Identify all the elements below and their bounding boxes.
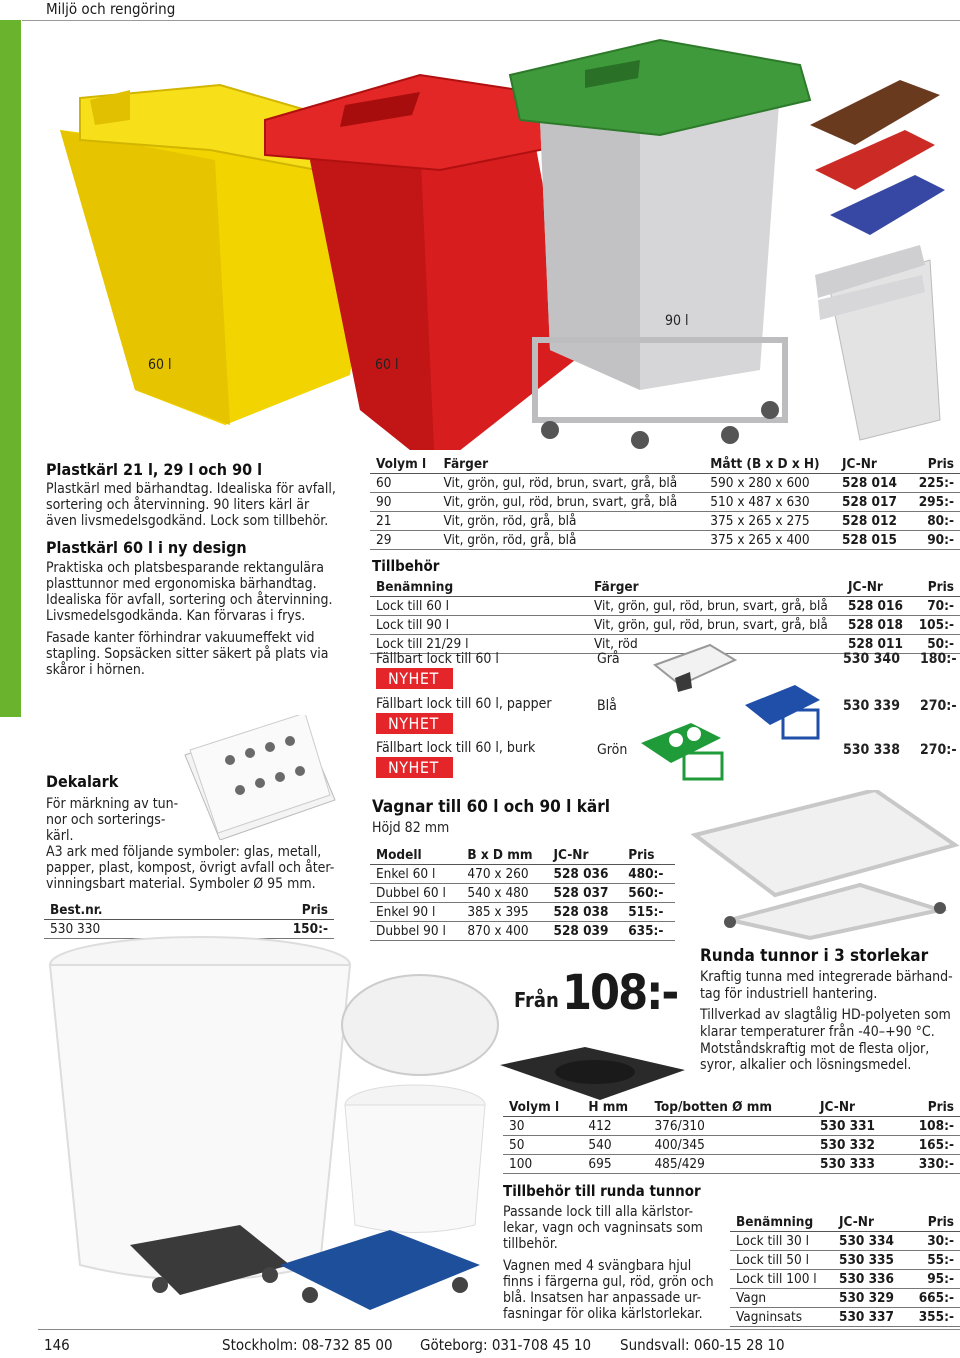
col-matt: Mått (B x D x H) [704, 455, 836, 474]
dekalark-l6: vinningsbart material. Symboler Ø 95 mm. [46, 876, 316, 892]
bins-photo [40, 30, 960, 450]
cell: 635:- [622, 922, 675, 941]
cell: 485/429 [648, 1155, 814, 1174]
cell: 400/345 [648, 1136, 814, 1155]
tillbehor-runda-header [730, 1213, 960, 1232]
col-pris: Pris [907, 1213, 960, 1232]
plastkarl-p2-l4: Livsmedelsgodkända. Kan förvaras i frys. [46, 608, 306, 624]
cart-image [690, 790, 960, 940]
tillbehor-runda-table [730, 1213, 960, 1327]
fold-lid-grey-name: Fällbart lock till 60 l [376, 651, 499, 667]
cell: 95:- [907, 1270, 960, 1289]
cell: 225:- [909, 474, 960, 493]
dekalark-image [180, 715, 340, 840]
price-from: Från [514, 988, 559, 1012]
footer-sundsvall: Sundsvall: 060-15 28 10 [620, 1336, 785, 1354]
fold-lid-grey-price: 180:- [920, 651, 957, 667]
page-number: 146 [44, 1336, 70, 1354]
table-row [730, 1232, 960, 1251]
col-jcnr: JC-Nr [833, 1213, 907, 1232]
cell: 530 334 [833, 1232, 907, 1251]
cell: 528 017 [836, 493, 909, 512]
tillbehor-title: Tillbehör [372, 557, 440, 575]
cell: 90 [370, 493, 437, 512]
cell: 695 [582, 1155, 648, 1174]
grey-bin-label: 90 l [665, 313, 689, 329]
red-bin-label: 60 l [375, 357, 399, 373]
cell: 530 331 [814, 1117, 900, 1136]
cell: 100 [503, 1155, 582, 1174]
cell: 528 038 [548, 903, 623, 922]
tillbehor-runda-l7: fasningar för olika kärlstorlekar. [503, 1306, 703, 1322]
col-bxd: B x D mm [461, 846, 547, 865]
runda-l2: tag för industriell hantering. [700, 986, 878, 1002]
footer-rule [38, 1329, 960, 1330]
col-h: H mm [582, 1098, 648, 1117]
table-row [370, 512, 960, 531]
cell: 80:- [909, 512, 960, 531]
nyhet-badge: NYHET [376, 668, 453, 689]
table-row [730, 1308, 960, 1327]
cell: 480:- [622, 865, 675, 884]
cell: 330:- [900, 1155, 960, 1174]
section-title: Miljö och rengöring [46, 0, 176, 18]
tillbehor-header [370, 578, 960, 597]
col-jcnr: JC-Nr [548, 846, 623, 865]
cell: Lock till 60 l [370, 597, 588, 616]
header-rule [22, 20, 960, 21]
dekalark-title: Dekalark [46, 772, 119, 791]
runda-l4: klarar temperaturer från -40–+90 °C. [700, 1024, 935, 1040]
cell: 70:- [911, 597, 960, 616]
cell: 528 018 [842, 616, 911, 635]
cell: 150:- [211, 920, 334, 939]
nyhet-badge: NYHET [376, 757, 453, 778]
vagnar-subtitle: Höjd 82 mm [372, 820, 450, 836]
fold-lid-grey-image [650, 640, 740, 695]
dekalark-header [44, 901, 334, 920]
plastkarl-p3-l2: stapling. Sopsäcken sitter säkert på plats via [46, 646, 329, 662]
tillbehor-runda-l2: lekar, vagn och vagninsats som [503, 1220, 703, 1236]
fold-lid-blue-name: Fällbart lock till 60 l, papper [376, 696, 552, 712]
table-row [730, 1251, 960, 1270]
cell: 510 x 487 x 630 [704, 493, 836, 512]
tillbehor-runda-l1: Passande lock till alla kärlstor- [503, 1204, 694, 1220]
dekalark-l3: kärl. [46, 828, 74, 844]
cell: 540 [582, 1136, 648, 1155]
table-row [730, 1289, 960, 1308]
plastkarl-60-title: Plastkärl 60 l i ny design [46, 538, 247, 557]
col-pris: Pris [909, 455, 960, 474]
table-row [503, 1155, 960, 1174]
cell: Vagn [730, 1289, 833, 1308]
table-row [370, 531, 960, 550]
cell: Vit, grön, gul, röd, brun, svart, grå, blå [437, 493, 704, 512]
table-row [370, 493, 960, 512]
fold-lid-green-name: Fällbart lock till 60 l, burk [376, 740, 536, 756]
cell: 530 335 [833, 1251, 907, 1270]
price-big: 108:- [562, 965, 678, 1021]
cell: 50 [503, 1136, 582, 1155]
cell: 530 332 [814, 1136, 900, 1155]
fold-lid-green-color: Grön [597, 742, 628, 758]
stacked-small-bins-image [815, 245, 940, 440]
cell: 540 x 480 [461, 884, 547, 903]
dekalark-table [44, 901, 334, 939]
col-modell: Modell [370, 846, 461, 865]
cell: Lock till 21/29 l [370, 635, 588, 654]
fold-lid-blue-image [735, 680, 825, 742]
cell: 530 337 [833, 1308, 907, 1327]
plastkarl-p1-l3: även livsmedelsgodkänd. Lock som tillbehör. [46, 513, 329, 529]
plastkarl-p2-l2: plasttunnor med ergonomiska bärhandtag. [46, 576, 317, 592]
cell: 528 011 [842, 635, 911, 654]
cell: Enkel 60 l [370, 865, 461, 884]
fold-lid-grey-nr: 530 340 [843, 651, 900, 667]
vagnar-title: Vagnar till 60 l och 90 l kärl [372, 797, 610, 817]
col-jcnr: JC-Nr [836, 455, 909, 474]
col-pris: Pris [900, 1098, 960, 1117]
cell: Vit, grön, gul, röd, brun, svart, grå, blå [588, 616, 842, 635]
tillbehor-runda-l3: tillbehör. [503, 1236, 558, 1252]
cell: Vit, röd [588, 635, 842, 654]
footer-stockholm: Stockholm: 08-732 85 00 [222, 1336, 393, 1354]
cell: 295:- [909, 493, 960, 512]
cell: 528 039 [548, 922, 623, 941]
cell: Enkel 90 l [370, 903, 461, 922]
cell: Dubbel 60 l [370, 884, 461, 903]
cell: 528 015 [836, 531, 909, 550]
runda-l3: Tillverkad av slagtålig HD-polyeten som [700, 1007, 951, 1023]
bins-table [370, 455, 960, 550]
fold-lid-grey-color: Grå [597, 651, 620, 667]
plastkarl-p1-l2: sortering och återvinning. 90 liters kärl är [46, 497, 310, 513]
cell: 30:- [907, 1232, 960, 1251]
col-volym: Volym l [503, 1098, 582, 1117]
col-pris: Pris [622, 846, 675, 865]
tillbehor-runda-l6: blå. Insatsen har anpassade ur- [503, 1290, 702, 1306]
dekalark-l4: A3 ark med följande symboler: glas, metall, [46, 844, 322, 860]
tillbehor-runda-l4: Vagnen med 4 svängbara hjul [503, 1258, 692, 1274]
cell: 30 [503, 1117, 582, 1136]
bins-table-header [370, 455, 960, 474]
col-benamning: Benämning [730, 1213, 833, 1232]
cell: 50:- [911, 635, 960, 654]
yellow-bin-label: 60 l [148, 357, 172, 373]
table-row [370, 884, 675, 903]
col-bestnr: Best.nr. [44, 901, 211, 920]
cell: Vit, grön, röd, grå, blå [437, 512, 704, 531]
runda-l5: Motståndskraftig mot de flesta oljor, [700, 1041, 930, 1057]
runda-header [503, 1098, 960, 1117]
table-row [370, 616, 960, 635]
cell: Lock till 50 l [730, 1251, 833, 1270]
cell: 90:- [909, 531, 960, 550]
cell: 376/310 [648, 1117, 814, 1136]
table-row [370, 865, 675, 884]
col-volym: Volym l [370, 455, 437, 474]
cell: 385 x 395 [461, 903, 547, 922]
dekalark-l5: papper, plast, kompost, övrigt avfall och åter- [46, 860, 335, 876]
cell: 375 x 265 x 275 [704, 512, 836, 531]
cell: Vit, grön, röd, grå, blå [437, 531, 704, 550]
col-farger: Färger [437, 455, 704, 474]
fold-lid-blue-price: 270:- [920, 698, 957, 714]
cell: Vagninsats [730, 1308, 833, 1327]
round-bins-image [40, 935, 500, 1330]
cell: 665:- [907, 1289, 960, 1308]
cell: 55:- [907, 1251, 960, 1270]
cell: 165:- [900, 1136, 960, 1155]
footer-goteborg: Göteborg: 031-708 45 10 [420, 1336, 592, 1354]
cell: 470 x 260 [461, 865, 547, 884]
vagninsats-image [495, 1045, 695, 1105]
cell: 528 036 [548, 865, 623, 884]
cell: 528 012 [836, 512, 909, 531]
cell: Vit, grön, gul, röd, brun, svart, grå, blå [588, 597, 842, 616]
nyhet-badge: NYHET [376, 713, 453, 734]
table-row [370, 903, 675, 922]
cell: 108:- [900, 1117, 960, 1136]
fold-lid-green-nr: 530 338 [843, 742, 900, 758]
cell: 412 [582, 1117, 648, 1136]
runda-table [503, 1098, 960, 1174]
fold-lid-blue-nr: 530 339 [843, 698, 900, 714]
plastkarl-title: Plastkärl 21 l, 29 l och 90 l [46, 460, 263, 479]
cell: Vit, grön, gul, röd, brun, svart, grå, blå [437, 474, 704, 493]
grey-bin-image [510, 40, 810, 449]
col-pris: Pris [211, 901, 334, 920]
plastkarl-p1-l1: Plastkärl med bärhandtag. Idealiska för avfall, [46, 481, 336, 497]
table-row [503, 1117, 960, 1136]
cell: 375 x 265 x 400 [704, 531, 836, 550]
cell: 560:- [622, 884, 675, 903]
vagnar-header [370, 846, 675, 865]
cell: 870 x 400 [461, 922, 547, 941]
col-farger: Färger [588, 578, 842, 597]
fold-lid-blue-color: Blå [597, 698, 617, 714]
vagnar-table [370, 846, 675, 941]
table-row [503, 1136, 960, 1155]
table-row [370, 597, 960, 616]
cell: 29 [370, 531, 437, 550]
tillbehor-runda-l5: finns i färgerna gul, röd, grön och [503, 1274, 714, 1290]
cell: 530 336 [833, 1270, 907, 1289]
fold-lid-green-image [636, 718, 726, 783]
cell: 60 [370, 474, 437, 493]
cell: Lock till 90 l [370, 616, 588, 635]
cell: 530 333 [814, 1155, 900, 1174]
plastkarl-p2-l3: Idealiska för avfall, sortering och återvinning. [46, 592, 333, 608]
col-pris: Pris [911, 578, 960, 597]
runda-l6: syror, alkalier och lösningsmedel. [700, 1057, 912, 1073]
cell: 530 330 [44, 920, 211, 939]
cell: 515:- [622, 903, 675, 922]
col-diam: Top/botten Ø mm [648, 1098, 814, 1117]
colored-lids-image [810, 80, 945, 235]
dekalark-l1: För märkning av tun- [46, 796, 179, 812]
green-sidebar [0, 20, 21, 717]
cell: Lock till 30 l [730, 1232, 833, 1251]
cell: 21 [370, 512, 437, 531]
cell: 528 037 [548, 884, 623, 903]
col-jcnr: JC-Nr [814, 1098, 900, 1117]
runda-title: Runda tunnor i 3 storlekar [700, 946, 929, 966]
tillbehor-runda-title: Tillbehör till runda tunnor [503, 1182, 701, 1200]
plastkarl-p3-l1: Fasade kanter förhindrar vakuumeffekt vid [46, 630, 315, 646]
cell: 528 014 [836, 474, 909, 493]
cell: Lock till 100 l [730, 1270, 833, 1289]
cell: 590 x 280 x 600 [704, 474, 836, 493]
plastkarl-p2-l1: Praktiska och platsbesparande rektangulära [46, 560, 324, 576]
dekalark-l2: nor och sorterings- [46, 812, 166, 828]
cell: 105:- [911, 616, 960, 635]
cell: 355:- [907, 1308, 960, 1327]
plastkarl-p3-l3: skåror i hörnen. [46, 662, 145, 678]
table-row [730, 1270, 960, 1289]
cell: 530 329 [833, 1289, 907, 1308]
fold-lid-green-price: 270:- [920, 742, 957, 758]
col-benamning: Benämning [370, 578, 588, 597]
col-jcnr: JC-Nr [842, 578, 911, 597]
table-row [370, 474, 960, 493]
cell: Dubbel 90 l [370, 922, 461, 941]
cell: 528 016 [842, 597, 911, 616]
runda-l1: Kraftig tunna med integrerade bärhand- [700, 969, 953, 985]
